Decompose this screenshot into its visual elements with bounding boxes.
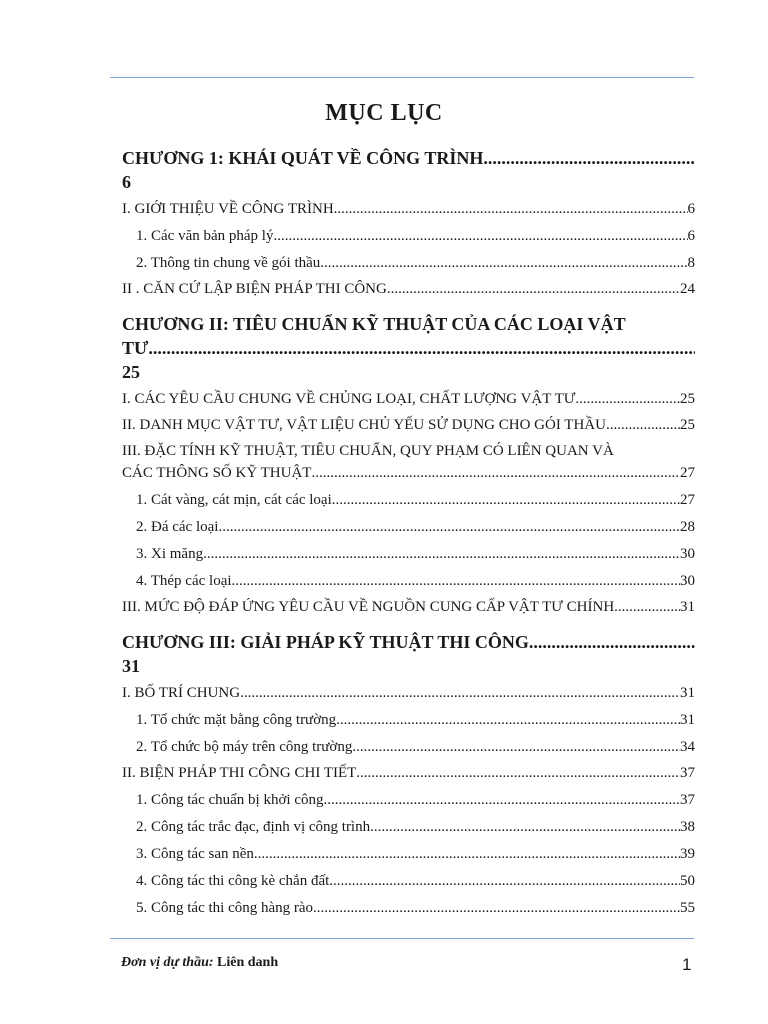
- toc-entry-text: II. BIỆN PHÁP THI CÔNG CHI TIẾT: [122, 765, 357, 781]
- toc-dot-leader: [148, 336, 695, 360]
- toc-entry-text: 2. Công tác trắc đạc, định vị công trình: [136, 819, 371, 835]
- toc-dot-leader: [320, 252, 687, 274]
- toc-page-number: 37: [680, 792, 695, 808]
- toc-entry-section[interactable]: [122, 440, 695, 484]
- toc-page-number: 30: [680, 573, 695, 589]
- toc-entry-sub[interactable]: [122, 870, 695, 892]
- toc-dot-leader: [332, 489, 680, 511]
- toc-entry-section[interactable]: [122, 682, 695, 704]
- toc-entry-text: CHƯƠNG II: TIÊU CHUẨN KỸ THUẬT CỦA CÁC LOẠI VẬT: [122, 314, 626, 334]
- toc-entry-sub[interactable]: [122, 789, 695, 811]
- toc-entry-sub[interactable]: [122, 543, 695, 565]
- toc-entry-text: 1. Cát vàng, cát mịn, cát các loại: [136, 492, 332, 508]
- toc-dot-leader: [356, 762, 680, 784]
- toc-page-number: 8: [687, 255, 695, 271]
- toc-page-number: 55: [680, 900, 695, 916]
- toc-entry-sub[interactable]: [122, 252, 695, 274]
- toc-page-number: 25: [122, 362, 140, 382]
- header-rule: [110, 77, 694, 78]
- toc-page-number: 27: [680, 465, 695, 481]
- toc-page-number: 6: [687, 228, 695, 244]
- toc-entry-text: TƯ: [122, 338, 149, 358]
- toc-entry-text: 1. Công tác chuẩn bị khởi công: [136, 792, 324, 808]
- toc-entry-sub[interactable]: [122, 709, 695, 731]
- toc-page-number: 25: [680, 391, 695, 407]
- toc-page-number: 31: [680, 599, 695, 615]
- toc-dot-leader: [352, 736, 680, 758]
- toc-entry-chapter[interactable]: [122, 630, 695, 678]
- toc-entry-sub[interactable]: [122, 897, 695, 919]
- toc-dot-leader: [203, 543, 680, 565]
- toc-entry-chapter[interactable]: [122, 312, 695, 384]
- toc-entry-sub[interactable]: [122, 570, 695, 592]
- toc-dot-leader: [323, 789, 680, 811]
- footer-bidder-label: Đơn vị dự thầu:: [121, 955, 214, 970]
- toc-entry-text: III. ĐẶC TÍNH KỸ THUẬT, TIÊU CHUẨN, QUY PHẠM CÓ LIÊN QUAN VÀ: [122, 443, 614, 459]
- toc-page-number: 28: [680, 519, 695, 535]
- toc-dot-leader: [610, 414, 680, 436]
- toc-entry-text: II. DANH MỤC VẬT TƯ, VẬT LIỆU CHỦ YẾU SỬ DỤNG CHO GÓI THẦU.: [122, 417, 610, 433]
- toc-page-number: 50: [680, 873, 695, 889]
- footer-bidder: [121, 955, 278, 971]
- toc-entry-sub[interactable]: [122, 816, 695, 838]
- toc-dot-leader: [370, 816, 680, 838]
- page-number: 1: [682, 955, 692, 974]
- toc-dot-leader: [483, 146, 695, 170]
- toc-dot-leader: [529, 630, 695, 654]
- toc-entry-text: III. MỨC ĐỘ ĐÁP ỨNG YÊU CẦU VỀ NGUỒN CUNG CẤP VẬT TƯ CHÍNH: [122, 599, 615, 615]
- toc-entry-sub[interactable]: [122, 225, 695, 247]
- toc-page-number: 31: [122, 656, 140, 676]
- toc-entry-text: 3. Xi măng: [136, 546, 204, 562]
- toc-entry-section[interactable]: [122, 278, 695, 300]
- page-title: MỤC LỤC: [325, 100, 443, 126]
- toc-entry-text: I. CÁC YÊU CẦU CHUNG VỀ CHỦNG LOẠI, CHẤT LƯỢNG VẬT TƯ: [122, 391, 576, 407]
- table-of-contents: [122, 146, 695, 919]
- toc-entry-text: 4. Công tác thi công kè chắn đất: [136, 873, 330, 889]
- toc-dot-leader: [232, 570, 680, 592]
- toc-entry-section[interactable]: [122, 596, 695, 618]
- toc-entry-text: CHƯƠNG III: GIẢI PHÁP KỸ THUẬT THI CÔNG: [122, 632, 529, 652]
- toc-page-number: 27: [680, 492, 695, 508]
- toc-entry-text: CHƯƠNG 1: KHÁI QUÁT VỀ CÔNG TRÌNH: [122, 148, 484, 168]
- toc-page-number: 31: [680, 685, 695, 701]
- toc-dot-leader: [336, 709, 680, 731]
- toc-entry-text: 4. Thép các loại: [136, 573, 232, 589]
- toc-entry-sub[interactable]: [122, 736, 695, 758]
- toc-dot-leader: [334, 198, 688, 220]
- toc-dot-leader: [329, 870, 680, 892]
- toc-page-number: 6: [122, 172, 131, 192]
- toc-dot-leader: [387, 278, 680, 300]
- toc-entry-text: 1. Các văn bản pháp lý: [136, 228, 274, 244]
- toc-entry-text: I. BỐ TRÍ CHUNG: [122, 685, 241, 701]
- toc-dot-leader: [240, 682, 680, 704]
- toc-entry-text: 5. Công tác thi công hàng rào: [136, 900, 314, 916]
- toc-page-number: 38: [680, 819, 695, 835]
- footer-bidder-value: Liên danh: [213, 955, 279, 970]
- toc-page-number: 39: [680, 846, 695, 862]
- toc-entry-chapter[interactable]: [122, 146, 695, 194]
- toc-entry-text: II . CĂN CỨ LẬP BIỆN PHÁP THI CÔNG: [122, 281, 387, 297]
- toc-page-number: 6: [687, 201, 695, 217]
- toc-entry-sub[interactable]: [122, 843, 695, 865]
- toc-entry-section[interactable]: [122, 762, 695, 784]
- toc-entry-sub[interactable]: [122, 489, 695, 511]
- toc-entry-section[interactable]: [122, 198, 695, 220]
- toc-page-number: 34: [680, 739, 695, 755]
- toc-page-number: 24: [680, 281, 695, 297]
- toc-entry-text: 2. Đá các loại: [136, 519, 219, 535]
- toc-dot-leader: [575, 388, 680, 410]
- toc-dot-leader: [313, 897, 680, 919]
- toc-page-number: 30: [680, 546, 695, 562]
- toc-entry-section[interactable]: [122, 414, 695, 436]
- toc-entry-text: 2. Tổ chức bộ máy trên công trường: [136, 739, 353, 755]
- toc-dot-leader: [218, 516, 680, 538]
- toc-entry-section[interactable]: [122, 388, 695, 410]
- toc-dot-leader: [273, 225, 687, 247]
- toc-page-number: 25: [680, 417, 695, 433]
- toc-entry-text: 3. Công tác san nền: [136, 846, 254, 862]
- toc-dot-leader: [254, 843, 680, 865]
- toc-dot-leader: [614, 596, 680, 618]
- toc-entry-text: CÁC THÔNG SỐ KỸ THUẬT: [122, 465, 312, 481]
- toc-dot-leader: [311, 462, 680, 484]
- toc-entry-text: 2. Thông tin chung về gói thầu: [136, 255, 321, 271]
- toc-page-number: 37: [680, 765, 695, 781]
- toc-entry-sub[interactable]: [122, 516, 695, 538]
- toc-entry-text: 1. Tổ chức mặt bằng công trường: [136, 712, 337, 728]
- toc-page-number: 31: [680, 712, 695, 728]
- footer-rule: [110, 938, 694, 939]
- toc-entry-text: I. GIỚI THIỆU VỀ CÔNG TRÌNH: [122, 201, 334, 217]
